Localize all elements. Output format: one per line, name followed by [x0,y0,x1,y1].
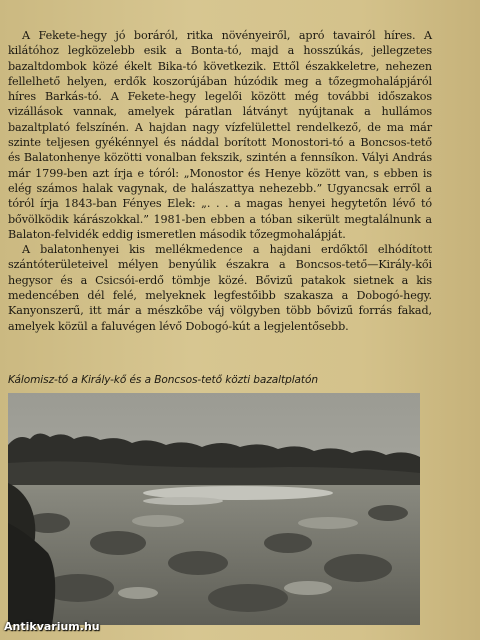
photo-caption: Kálomisz-tó a Király-kő és a Boncsos-tető közti bazaltplatón [8,374,318,386]
paragraph-2: A balatonhenyei kis mellékmedence a hajdani erdőktől elhódított szántóterületeivel mélyen benyúlik északra a Boncsos-tető—Király-kői hegysor és a Csicsói-erdő tömbje közé. Bővizű patakok sietnek a kis medencében dél felé, melyeknek legfestőibb szakasza a Dobogó-hegy. Kanyonszerű, itt már a mészkőbe váj völgyben több bővizű forrás fakad, amelyek közül a faluvégen lévő Dobogó-kút a legjelentősebb. [8,243,432,333]
paragraph-1: A Fekete-hegy jó boráról, ritka növényeiről, apró tavairól híres. A kilátóhoz legközelebb esik a Bonta-tó, majd a hosszúkás, jellegzetes bazaltdombok közé ékelt Bika-tó következik. Ettől északkeletre, nehezen fellelhető helyen, erdők koszorújában húzódik meg a tőzegmohalápjáról híres Barkás-tó. A Fekete-hegy legelői között még további időszakos vizállások vannak, amelyek páratlan látványt nyújtanak a hullámos bazaltplató felszínén. A hajdan nagy vízfelülettel rendelkező, de ma már szinte teljesen gyékénnyel és náddal borított Monostori-tó a Boncsos-tető és Balatonhenye közötti vonalban fekszik, szintén a fennsíkon. Vályi András már 1799-ben azt írja e tóról: „Monostor és Henye között van, s ebben is elég számos halak vagynak, de halászattya nehezebb.” Ugyancsak erről a tóról írja 1843-ban Fényes Elek: „. . . a magas henyei hegytetőn lévő tó bővölködik kárászokkal.” 1981-ben ebben a tóban sikerült megtalálnunk a Balaton-felvidék eddig ismeretlen második tőzegmohalápját. [8,29,432,241]
watermark-text: Antikvarium.hu [4,620,100,633]
body-text [8,28,432,334]
landscape-photo-graphic [8,393,420,625]
landscape-photo [8,393,420,625]
